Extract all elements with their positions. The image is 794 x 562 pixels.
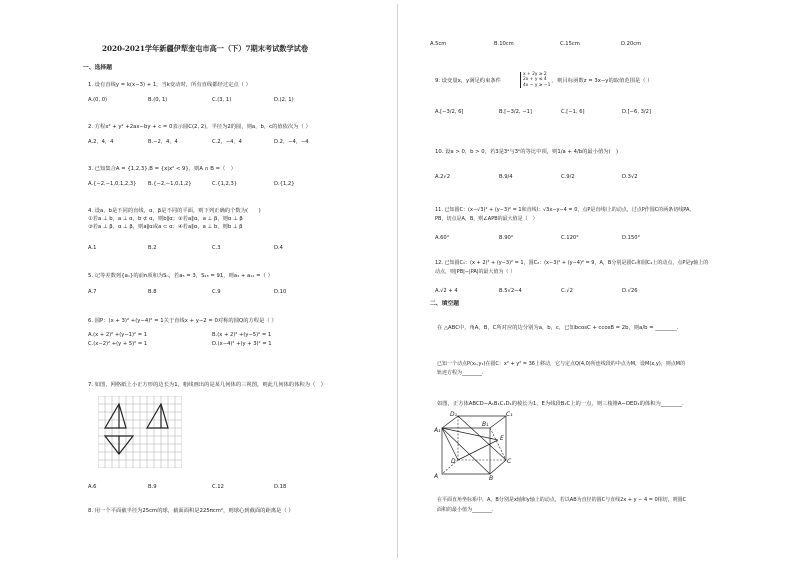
q12-option-b[interactable]: B.5√2−4 <box>499 288 522 294</box>
q12-option-d[interactable]: D.√26 <box>622 288 638 294</box>
cube-label-c1: C₁ <box>506 411 513 418</box>
column-divider <box>397 4 398 558</box>
cube-label-c: C <box>507 458 512 465</box>
q6-options-row2 <box>88 340 388 348</box>
cube-figure <box>434 410 514 482</box>
q11-options <box>435 234 765 242</box>
q9-option-a[interactable]: A.[−3/2, 6] <box>435 109 464 115</box>
question-9-tail: ，则目标函数z = 3x−y的取值范围是（ ） <box>552 78 653 84</box>
q2-option-a[interactable]: A.2，4，4 <box>88 139 114 145</box>
q3-option-b[interactable]: B.{−2,−1,0,1,2} <box>148 181 192 187</box>
q7-options <box>88 483 388 491</box>
q4-option-a[interactable]: A.1 <box>88 245 97 251</box>
question-12-line2: 动点，则|PB|−|PA|的最大值为（ ） <box>435 269 516 275</box>
cube-label-d: D <box>451 458 456 465</box>
q1-option-b[interactable]: B.(0, 1) <box>148 97 168 103</box>
section-choice-heading: 一、选择题 <box>83 65 112 71</box>
section-fill-heading: 二、填空题 <box>430 301 459 307</box>
q4-option-d[interactable]: D.4 <box>274 245 283 251</box>
q4-options <box>88 244 388 252</box>
q5-option-c[interactable]: C.9 <box>212 289 221 295</box>
q9-option-c[interactable]: C.[−1, 6] <box>561 109 585 115</box>
q8-option-a[interactable]: A.5cm <box>430 41 447 47</box>
q2-option-c[interactable]: C.2，−4，4 <box>212 139 242 145</box>
q1-options <box>88 96 388 104</box>
q4-statement-2: ③若a ⊥ β，α ⊥ β，则a∥α或a ⊂ α；④若a∥α，a ⊥ b，则b ⊥ β <box>88 224 243 230</box>
q12-options <box>435 287 765 295</box>
question-10: 10. 设a > 0，b > 0，若3是3ᵃ与3ᵇ的等比中项，则1/a + 4/b的最小值为( ) <box>435 149 619 155</box>
q7-option-a[interactable]: A.6 <box>88 484 97 490</box>
q10-option-c[interactable]: C.9/2 <box>561 174 575 180</box>
cube-label-b: B <box>489 475 494 482</box>
question-7: 7. 如图，网格纸上小正方形的边长为1，粗线画出的是某几何体的三视图，则此几何体的体积为（ ） <box>88 382 326 388</box>
cube-label-a: A <box>434 473 439 480</box>
q1-option-a[interactable]: A.(0, 0) <box>88 97 108 103</box>
q9-constraint-3: 4x − y ≥ −1 <box>523 82 551 88</box>
fill-question-4-line2: 面积的最小值为________. <box>437 507 494 513</box>
fill-question-4-line1: 在平面直角坐标系中，A，B分别是x轴和y轴上的动点，若以AB为直径的圆C与直线2x + y − 4 = 0相切，则圆C <box>437 497 687 503</box>
q6-option-b[interactable]: B.(x + 2)² +(y−5)² = 1 <box>212 332 272 338</box>
q9-option-b[interactable]: B.[−3/2, −1] <box>499 109 532 115</box>
question-1: 1. 设有直线y = k(x−3) + 1，当k变动时，所有直线都经过定点（ ） <box>88 82 251 88</box>
q9-option-d[interactable]: D.[−6, 3/2] <box>622 109 651 115</box>
q6-option-d[interactable]: D.(x−4)² +(y + 3)² = 1 <box>212 341 272 347</box>
fill-question-3: 如图，正方体ABCD−A₁B₁C₁D₁的棱长为1，E为线段B₁C上的一点，则三棱锥A−DED₁的体积为________. <box>437 401 684 407</box>
q9-constraint-system <box>520 72 550 88</box>
q8-option-c[interactable]: C.15cm <box>560 41 580 47</box>
q8-options <box>430 40 770 48</box>
q3-option-c[interactable]: C.{1,2,3} <box>212 181 238 187</box>
question-12-line1: 12. 已知圆C₁：(x + 2)² + (y−3)² = 1，圆C₂：(x−3)² + (y−4)² = 9，A，B分别是圆C₁和圆C₂上的动点，点P是y轴上的 <box>435 260 709 266</box>
question-3: 3. 已知集合A = {1,2,3},B = {x|x² < 9}，则A ∩ B =（ ） <box>88 166 236 172</box>
question-5: 5. 记等差数列{aₙ}的前n项和为Sₙ，若a₅ = 3，S₁₃ = 91，则a₁ + a₁₁ =（ ） <box>88 273 273 279</box>
q7-option-c[interactable]: C.12 <box>212 484 224 490</box>
q5-option-a[interactable]: A.7 <box>88 289 97 295</box>
q5-option-d[interactable]: D.10 <box>274 289 287 295</box>
q6-option-a[interactable]: A.(x + 2)² +(y−1)² = 1 <box>88 332 148 338</box>
fill-question-2-line1: 已知一个动点P(x₁,y₁)在圆C：x² + y² = 36上移动，它与定点Q(4,0)所连线段的中点为M，设M(x,y)，则点M的 <box>437 361 686 367</box>
q10-option-a[interactable]: A.2√2 <box>435 174 451 180</box>
three-view-grid-figure <box>98 396 182 468</box>
cube-label-d1: D₁ <box>450 411 458 418</box>
q1-option-c[interactable]: C.(3, 1) <box>212 97 232 103</box>
q11-option-c[interactable]: C.120° <box>561 235 579 241</box>
q4-option-b[interactable]: B.2 <box>148 245 157 251</box>
fill-question-1: 在 △ABC中，角A，B，C所对应的边分别为a，b，c，已知bcosC + ccosB = 2b，则a/b = ________. <box>437 325 679 331</box>
question-6: 6. 圆P：(x + 3)² +(y−4)² = 1关于直线x + y−2 = 0对称的圆Q的方程是（ ） <box>88 318 277 324</box>
q4-statement-1: ①若a ⊥ b，a ⊥ α，b ⊄ α，则b∥α；②若a∥α，a ⊥ β，则α ⊥ β <box>88 216 243 222</box>
cube-label-a1: A₁ <box>434 427 441 434</box>
q3-options <box>88 180 388 188</box>
q11-option-a[interactable]: A.60° <box>435 235 450 241</box>
q4-option-c[interactable]: C.3 <box>212 245 221 251</box>
q12-option-a[interactable]: A.√2 + 4 <box>435 288 458 294</box>
q3-option-a[interactable]: A.{−2,−1,0,1,2,3} <box>88 181 137 187</box>
q8-option-b[interactable]: B.10cm <box>494 41 514 47</box>
q9-options <box>435 108 765 116</box>
q8-option-d[interactable]: D.20cm <box>621 41 642 47</box>
question-9-lead: 9. 设变量x，y满足约束条件 <box>435 78 501 84</box>
q7-option-d[interactable]: D.18 <box>274 484 287 490</box>
cube-label-e: E <box>500 435 504 442</box>
q3-option-d[interactable]: D.{1,2} <box>274 181 295 187</box>
q10-option-d[interactable]: D.3√2 <box>622 174 638 180</box>
q1-option-d[interactable]: D.(2, 1) <box>274 97 294 103</box>
q11-option-b[interactable]: B.90° <box>499 235 514 241</box>
q11-option-d[interactable]: D.150° <box>622 235 641 241</box>
q2-option-d[interactable]: D.2，−4，−4 <box>274 139 309 145</box>
question-11-line1: 11. 已知圆C：(x−√3)² + (y−3)² = 1和直线l：√3x−y−4 = 0，点P是直线l上的动点，过点P作圆C的两条切线PA， <box>435 207 695 213</box>
question-11-line2: PB，切点是A，B，则∠APB的最大值是（ ） <box>435 216 538 222</box>
q9-constraint-1: x + 2y ≥ 2 <box>523 72 547 77</box>
q5-options <box>88 288 388 296</box>
q5-option-b[interactable]: B.8 <box>148 289 157 295</box>
q6-option-c[interactable]: C.(x−2)² +(y + 5)² = 1 <box>88 341 148 347</box>
q10-options <box>435 173 765 181</box>
q2-option-b[interactable]: B.−2，4，4 <box>148 139 178 145</box>
fill-question-2-line2: 轨迹方程为________. <box>437 370 484 376</box>
question-4: 4. 设a，b是不同的直线，α，β是不同的平面，则下列正确的个数为( ) <box>88 208 261 214</box>
question-2: 2. 方程x² + y² +2ax−by + c = 0表示圆C(2, 2)，半径为2的圆，则a，b，c的值依次为（ ） <box>88 124 311 130</box>
exam-title: 2020-2021学年新疆伊犁奎屯市高一（下）7期末考试数学试卷 <box>101 44 309 53</box>
cube-label-b1: B₁ <box>482 421 489 428</box>
q6-options-row1 <box>88 331 388 339</box>
q12-option-c[interactable]: C.√2 <box>561 288 573 294</box>
q9-constraint-2: 2x + y ≤ 4 <box>523 77 547 83</box>
question-8: 8. 用一个平面截半径为25cm的球，截面面积是225πcm²，则球心到截面的距离是（ ） <box>88 508 294 514</box>
q10-option-b[interactable]: B.9/4 <box>499 174 513 180</box>
q2-options <box>88 138 388 146</box>
q7-option-b[interactable]: B.9 <box>148 484 157 490</box>
